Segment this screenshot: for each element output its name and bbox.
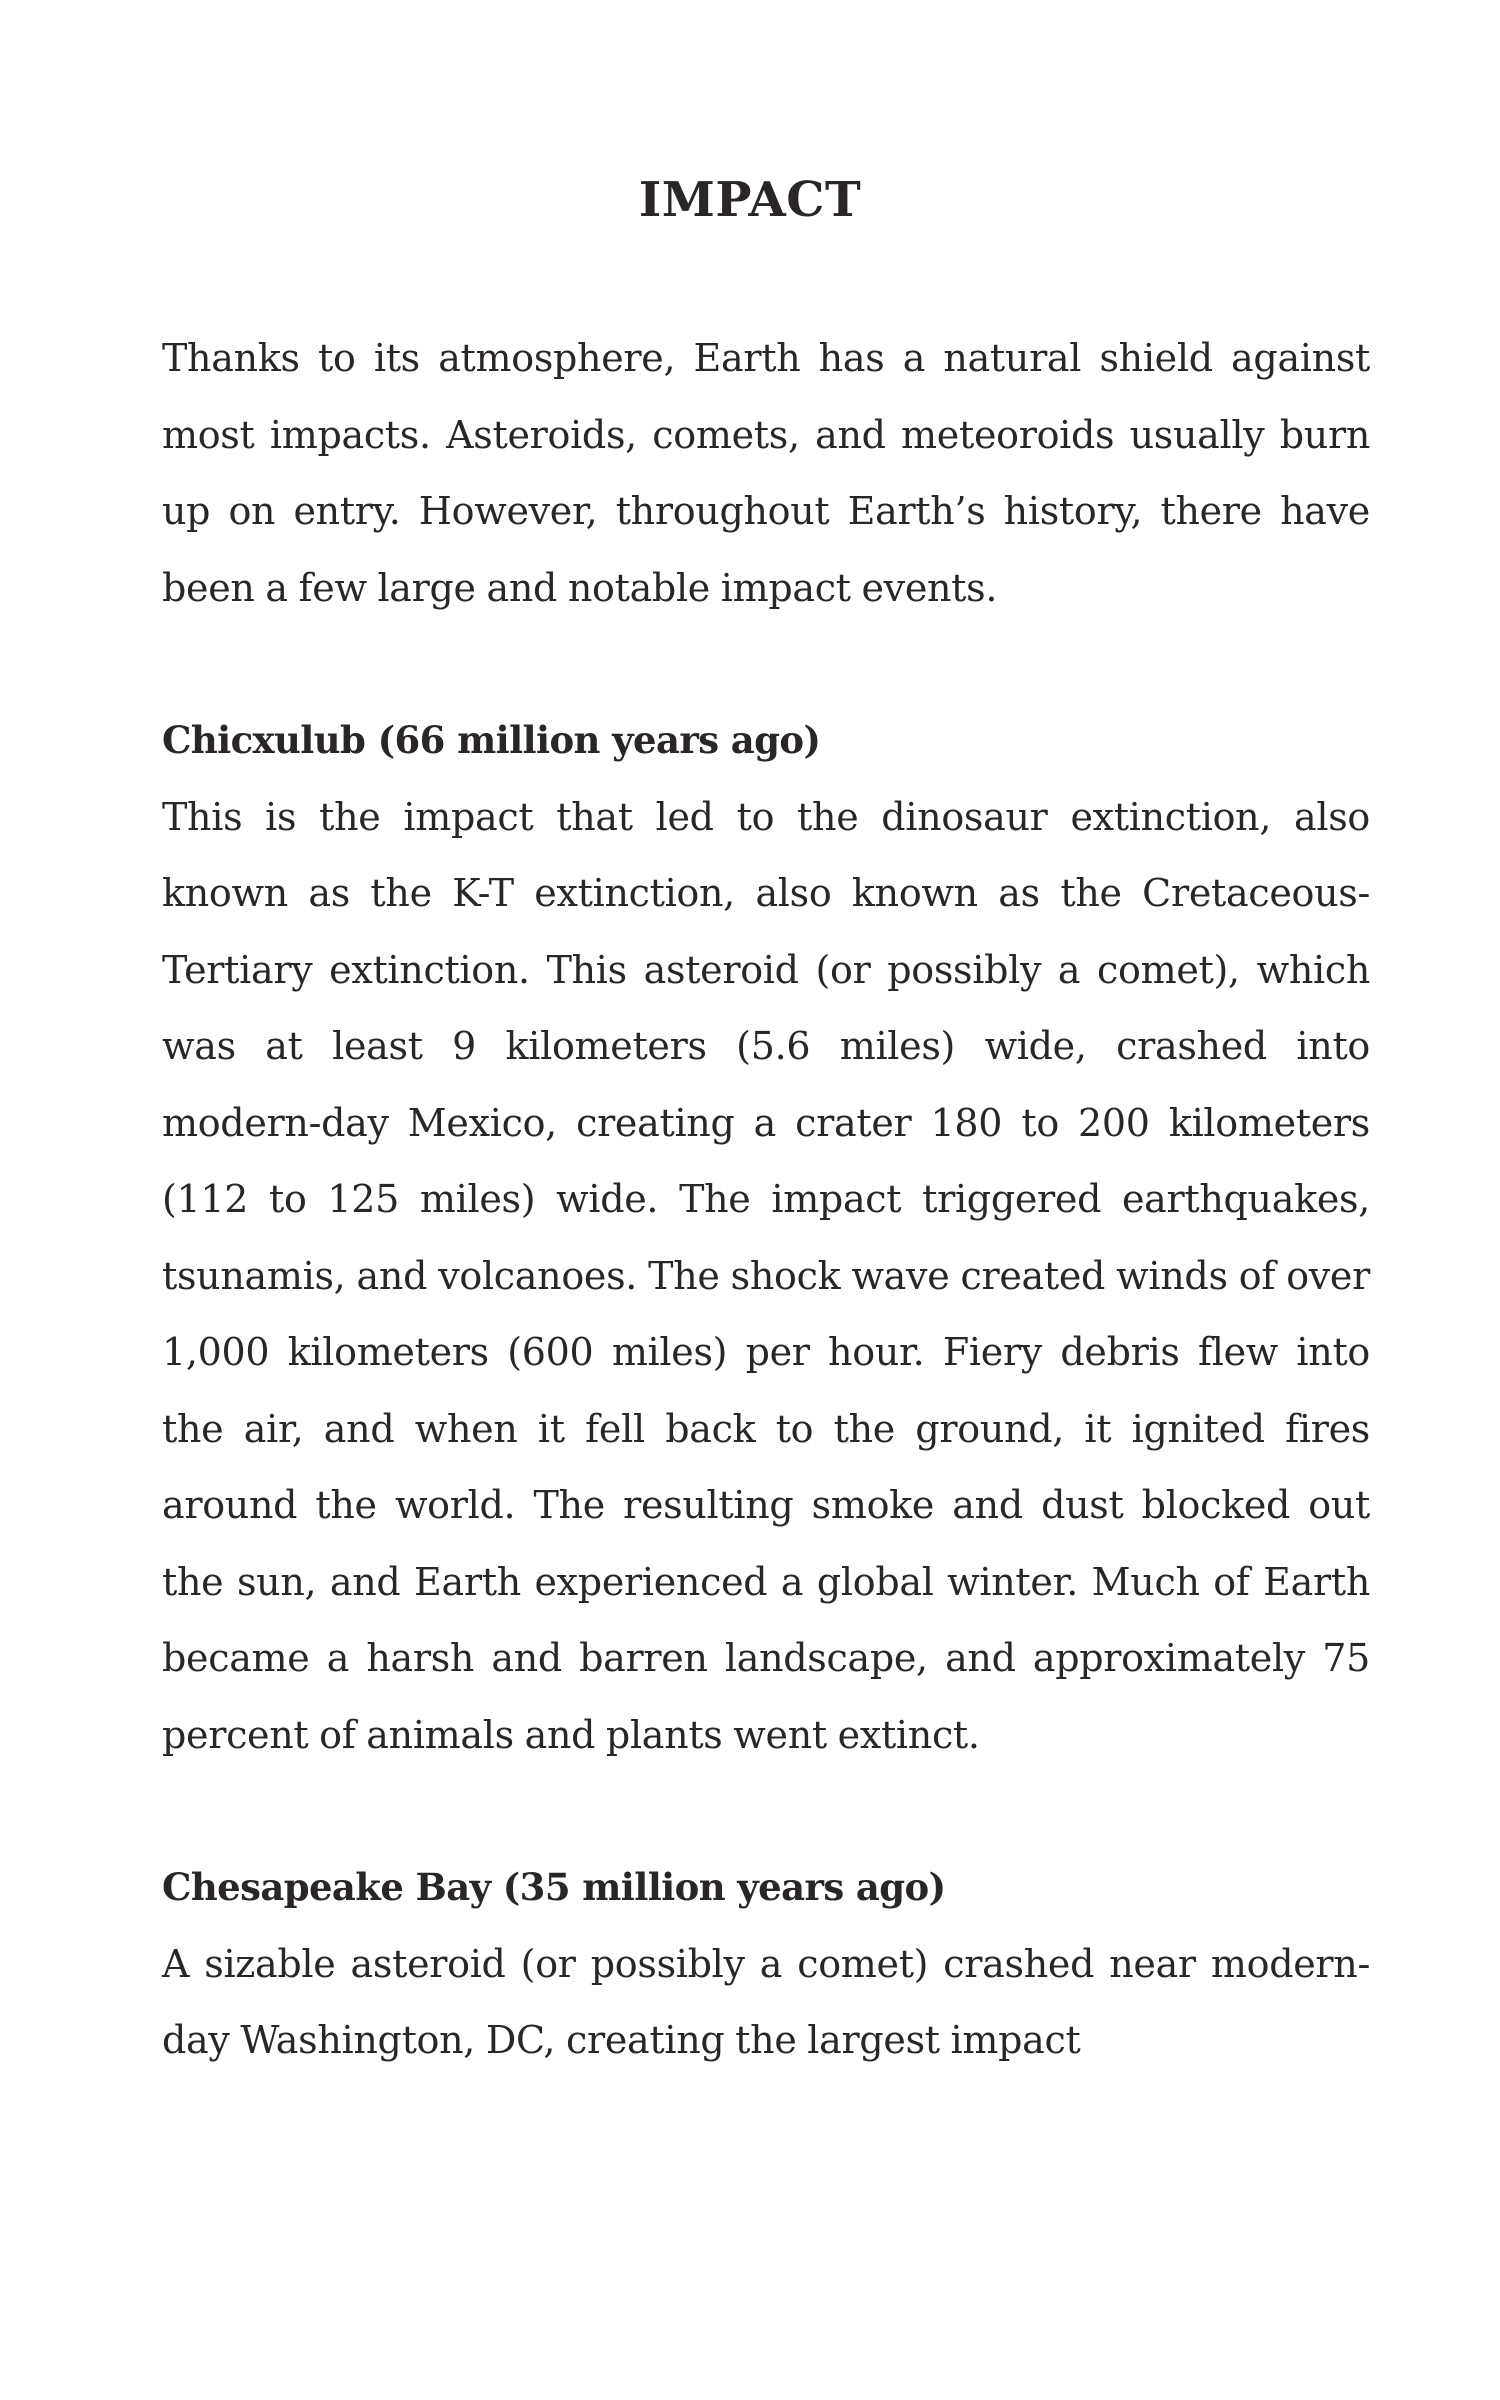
- section-heading-chesapeake-bay: Chesapeake Bay (35 million years ago): [162, 1865, 946, 1909]
- intro-paragraph: Thanks to its atmosphere, Earth has a natural shield against most impacts. Asteroids, comets, and meteoroids usually burn up on entry. However, throughout Earth’s history, there have been a few large and notable impact events.: [162, 336, 1370, 610]
- section-heading-chicxulub: Chicxulub (66 million years ago): [162, 718, 821, 762]
- section-body-chesapeake-bay: A sizable asteroid (or possibly a comet) crashed near modern-day Washington, DC, creating the largest impact: [162, 1941, 1370, 2062]
- page-title: IMPACT: [638, 172, 862, 228]
- section-body-chicxulub: This is the impact that led to the dinosaur extinction, also known as the K-T extinction, also known as the Cretaceous-Tertiary extinction. This asteroid (or possibly a comet), which was at least 9 kilometers (5.6 miles) wide, crashed into modern-day Mexico, creating a crater 180 to 200 kilometers (112 to 125 miles) wide. The impact triggered earthquakes, tsunamis, and volcanoes. The shock wave created winds of over 1,000 kilometers (600 miles) per hour. Fiery debris flew into the air, and when it fell back to the ground, it ignited fires around the world. The resulting smoke and dust blocked out the sun, and Earth experienced a global winter. Much of Earth became a harsh and barren landscape, and approximately 75 percent of animals and plants went extinct.: [162, 794, 1370, 1757]
- page-content: [162, 320, 1370, 2079]
